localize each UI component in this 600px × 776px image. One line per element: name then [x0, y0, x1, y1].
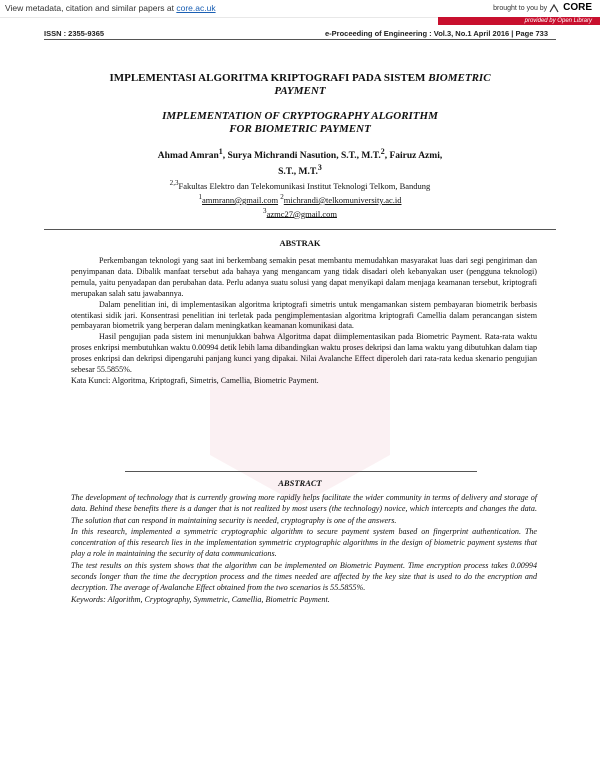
abstract-p2: In this research, implemented a symmetric cryptographic algorithm to secure payment system based on fingerprint authentication. The concentration of this research lies in the implementation symmetric cryptographic algorithms in the design of biometric payment systems that play a role in maintaining the security of data communications. — [71, 526, 537, 559]
issn: ISSN : 2355-9365 — [44, 29, 105, 38]
abstrak-keywords: Kata Kunci: Algoritma, Kriptografi, Simetris, Camellia, Biometric Payment. — [71, 375, 319, 385]
authors — [44, 146, 556, 178]
metadata-prefix: View metadata, citation and similar papers at — [5, 3, 177, 13]
author-3: , Fairuz Azmi, — [384, 151, 443, 162]
abstrak-body — [71, 256, 537, 387]
abstrak-p1: Perkembangan teknologi yang saat ini berkembang semakin pesat membantu memudahkan masyarakat luas dari segi pengiriman dan penyimpanan data. Dibalik manfaat tersebut ada bahaya yang mengancam yang tidak disadari oleh kebanyakan user (pengguna teknologi) pemula, yaitu penyadapan dan perubahan data. Perlu adanya suatu solusi yang dapat menyikapi dalam menjaga keamanan tersebut, kriptografi merupakan salah satu jawabannya. — [71, 256, 537, 298]
core-logo-icon — [549, 4, 559, 13]
provider-bar — [438, 17, 600, 25]
abstrak-rule — [44, 229, 556, 230]
title-en-line2: FOR BIOMETRIC PAYMENT — [229, 123, 371, 135]
email-2[interactable]: michrandi@telkomuniversity.ac.id — [283, 194, 402, 205]
author-3-degree: S.T., M.T. — [278, 167, 318, 178]
abstrak-p3: Hasil pengujian pada sistem ini menunjukkan bahwa Algoritma dapat diimplementasikan pada Biometric Payment. Rata-rata waktu proses enkripsi membutuhkan waktu 0.00994 detik lebih lama dibandingkan waktu proses dekripsi dan lama waktu yang dibutuhkan dalam tiap proses enkripsi dan dekripsi dipengaruhi panjang kunci yang dipakai. Nilai Avalanche Effect diperoleh dari rata-rata kedua skenario pengujian sebesar 55.5855%. — [71, 332, 537, 375]
abstract-keywords: Keywords: Algorithm, Cryptography, Symmetric, Camellia, Biometric Payment. — [71, 594, 330, 604]
author-1-sup: 1 — [218, 147, 223, 156]
email-1-sup: 1 — [198, 192, 203, 201]
header-rule — [44, 39, 556, 40]
affiliation-text: Fakultas Elektro dan Telekomunikasi Institut Teknologi Telkom, Bandung — [178, 180, 431, 191]
title-id-line2: PAYMENT — [274, 85, 326, 97]
author-2-sup: 2 — [380, 147, 385, 156]
author-3-sup: 3 — [317, 163, 322, 173]
email-1[interactable]: ammrann@gmail.com — [202, 194, 279, 205]
title-en-line1: IMPLEMENTATION OF CRYPTOGRAPHY ALGORITHM — [162, 110, 438, 122]
brought-by-text: brought to you by — [493, 5, 548, 12]
core-link[interactable]: core.ac.uk — [176, 3, 216, 13]
abstrak-title: ABSTRAK — [279, 238, 321, 248]
abstract-rule — [125, 471, 477, 472]
affiliation — [44, 178, 556, 219]
abstrak-p2: Dalam penelitian ini, di implementasikan algoritma kriptografi simetris untuk mengamankan sistem pembayaran biometrik berbasis otentikasi sidik jari. Konsentrasi penelitian ini terletak pada pengimplementasian algoritma kriptografi Camellia dalam perancangan sistem pembayaran biometrik yang berperan dalam meningkatkan keamanan komunikasi data. — [71, 299, 537, 331]
email-2-sup: 2 — [280, 192, 284, 201]
abstract-title: ABSTRACT — [278, 478, 322, 488]
provider-text: provided by Open Library — [524, 18, 592, 24]
email-3[interactable]: azmc27@gmail.com — [266, 208, 337, 219]
author-2: , Surya Michrandi Nasution, S.T., M.T. — [222, 151, 381, 162]
title-id-main: IMPLEMENTASI ALGORITMA KRIPTOGRAFI PADA SISTEM — [109, 72, 426, 84]
metadata-link-text[interactable] — [5, 3, 216, 13]
affiliation-sup: 2,3 — [169, 179, 179, 187]
author-1: Ahmad Amran — [157, 151, 219, 162]
journal-info: e-Proceeding of Engineering : Vol.3, No.1 April 2016 | Page 733 — [325, 29, 548, 38]
brought-by[interactable] — [493, 2, 592, 13]
abstract-p1: The development of technology that is currently growing more rapidly helps facilitate the wider community in terms of delivery and storage of data. Behind these benefits there is a danger that is not realized by most users (the technology) novice, which intercepts and changes the data. The solution that can respond in maintaining security is needed, cryptography is one of the answers. — [71, 493, 537, 525]
abstract-body — [71, 492, 537, 605]
core-brand: CORE — [563, 2, 592, 13]
title-indonesian — [44, 72, 556, 98]
title-english — [44, 110, 556, 136]
abstract-p3: The test results on this system shows that the algorithm can be implemented on Biometric Payment. Time encryption process takes 0.00994 seconds longer than the time the decryption process and the times needed are affected by the key size that is used to do the encryption and decryption. The average of Avalanche Effect obtained from the two scenarios is 55.5855%. — [71, 560, 537, 593]
email-3-sup: 3 — [263, 206, 267, 215]
title-id-italic: BIOMETRIC — [428, 72, 491, 84]
core-banner — [0, 0, 600, 18]
